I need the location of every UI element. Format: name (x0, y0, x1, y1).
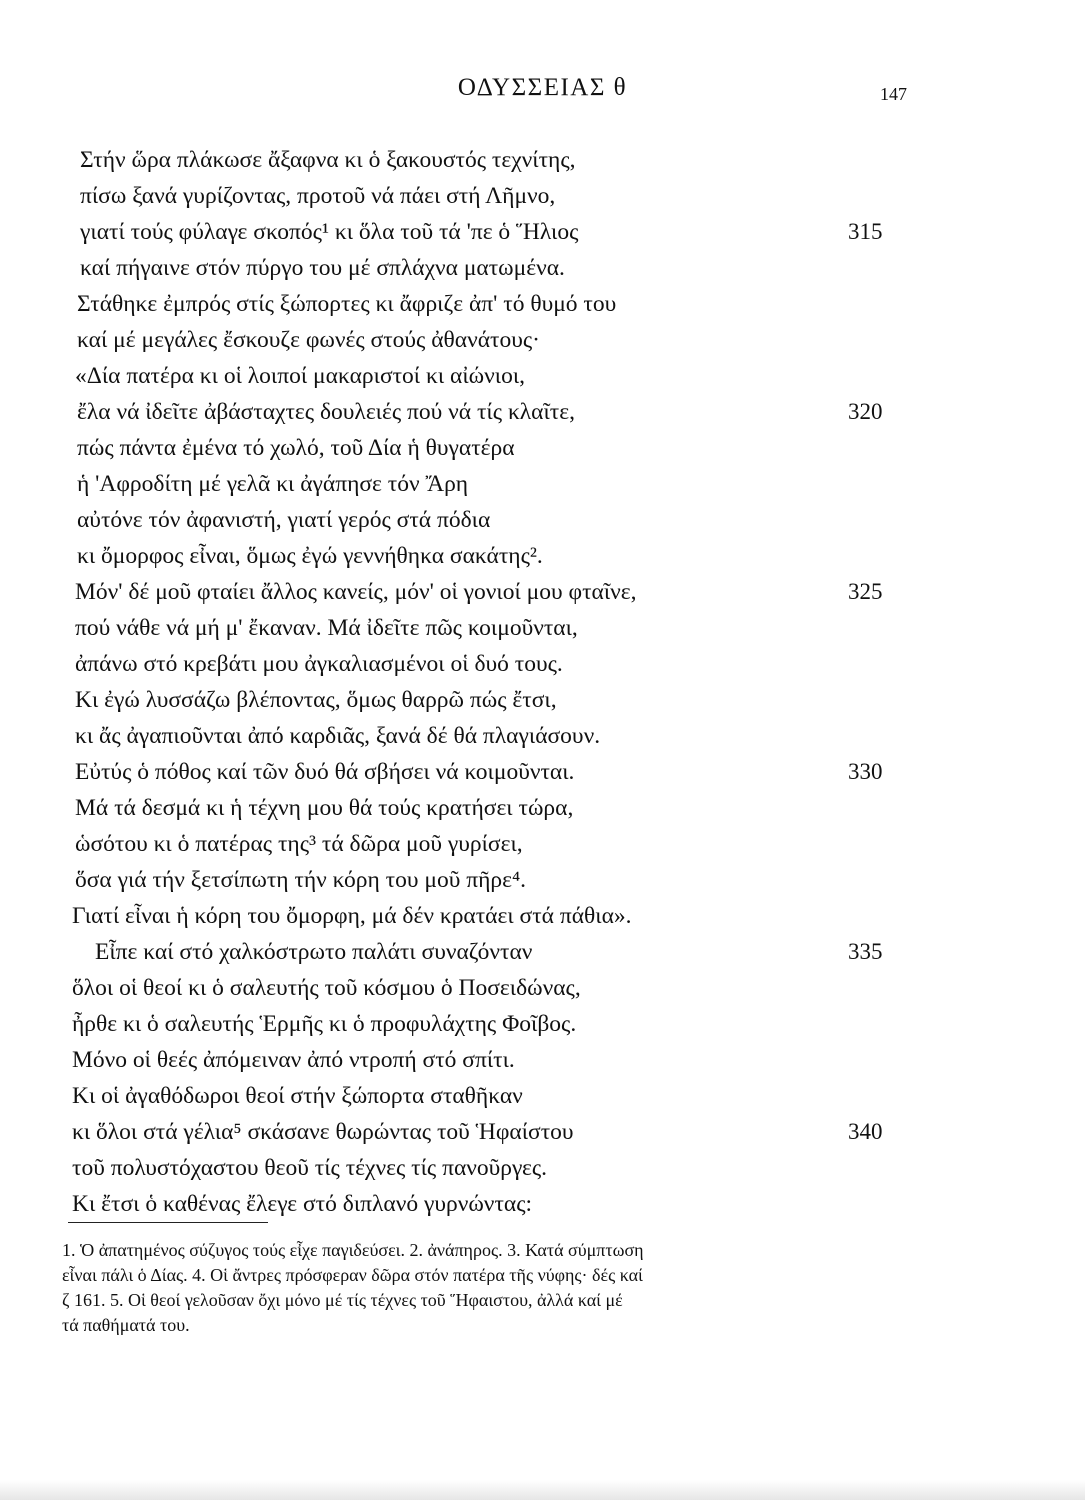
verse-line (0, 394, 1085, 430)
verse-text: Στάθηκε ἐμπρός στίς ξώπορτες κι ἄφριζε ἀπ' τό θυμό του (77, 291, 617, 317)
verse-line (0, 826, 1085, 862)
line-number: 330 (848, 759, 883, 784)
verse-line (0, 178, 1085, 214)
verse-line (0, 790, 1085, 826)
verse-text: ἡ 'Αφροδίτη μέ γελᾶ κι ἀγάπησε τόν Ἄρη (77, 471, 469, 497)
verse-line (0, 358, 1085, 394)
verse-line (0, 898, 1085, 934)
line-number: 325 (848, 579, 883, 604)
verse-line (0, 754, 1085, 790)
footnote-divider (68, 1222, 268, 1223)
verse-text: πίσω ξανά γυρίζοντας, προτοῦ νά πάει στή Λῆμνο, (80, 183, 556, 209)
page-header (0, 74, 1085, 118)
verse-line (0, 286, 1085, 322)
verse-line (0, 538, 1085, 574)
verse-text: ἀπάνω στό κρεβάτι μου ἀγκαλιασμένοι οἱ δυό τους. (75, 651, 563, 677)
verse-line (0, 1078, 1085, 1114)
footnote-line: 1. Ὁ ἀπατημένος σύζυγος τούς εἶχε παγιδεύσει. 2. ἀνάπηρος. 3. Κατά σύμπτωση (62, 1240, 644, 1260)
verse-text: Στήν ὥρα πλάκωσε ἄξαφνα κι ὁ ξακουστός τεχνίτης, (80, 147, 576, 173)
verse-text: κι ὅλοι στά γέλια⁵ σκάσανε θωρώντας τοῦ Ἡφαίστου (72, 1119, 574, 1145)
verse-line (0, 430, 1085, 466)
verse-line (0, 934, 1085, 970)
verse-text: Μά τά δεσμά κι ἡ τέχνη μου θά τούς κρατήσει τώρα, (75, 795, 574, 821)
verse-line (0, 574, 1085, 610)
verse-line (0, 322, 1085, 358)
verse-text: ὅσα γιά τήν ξετσίπωτη τήν κόρη του μοῦ πῆρε⁴. (75, 867, 527, 893)
verse-text: Κι ἐγώ λυσσάζω βλέποντας, ὅμως θαρρῶ πώς ἔτσι, (75, 687, 557, 713)
verse-line (0, 718, 1085, 754)
verse-text: Μόνο οἱ θεές ἀπόμειναν ἀπό ντροπή στό σπίτι. (72, 1047, 515, 1073)
verse-line (0, 1042, 1085, 1078)
verse-line (0, 142, 1085, 178)
verse-line (0, 646, 1085, 682)
poem-body (0, 142, 1085, 1222)
line-number: 340 (848, 1119, 883, 1144)
verse-text: ὡσότου κι ὁ πατέρας της³ τά δῶρα μοῦ γυρίσει, (75, 831, 523, 857)
verse-text: Γιατί εἶναι ἡ κόρη του ὄμορφη, μά δέν κρατάει στά πάθια». (72, 903, 632, 929)
line-number: 315 (848, 219, 883, 244)
page-bottom-edge (0, 1480, 1085, 1500)
verse-line (0, 250, 1085, 286)
verse-text: Εὐτύς ὁ πόθος καί τῶν δυό θά σβήσει νά κοιμοῦνται. (75, 759, 575, 785)
verse-line (0, 970, 1085, 1006)
verse-line (0, 502, 1085, 538)
page-number: 147 (880, 84, 907, 104)
verse-line (0, 610, 1085, 646)
verse-text: καί πήγαινε στόν πύργο του μέ σπλάχνα ματωμένα. (80, 255, 565, 281)
verse-text: γιατί τούς φύλαγε σκοπός¹ κι ὅλα τοῦ τά 'πε ὁ Ἥλιος (80, 219, 579, 245)
verse-text: ἔλα νά ἰδεῖτε ἀβάσταχτες δουλειές πού νά τίς κλαῖτε, (77, 399, 575, 425)
verse-line (0, 1186, 1085, 1222)
verse-text: Εἶπε καί στό χαλκόστρωτο παλάτι συναζόνταν (95, 939, 533, 965)
running-title: ΟΔΥΣΣΕΙΑΣ θ (457, 74, 628, 101)
line-number: 320 (848, 399, 883, 424)
verse-text: Κι ἔτσι ὁ καθένας ἔλεγε στό διπλανό γυρνώντας: (72, 1191, 533, 1217)
verse-text: τοῦ πολυστόχαστου θεοῦ τίς τέχνες τίς πανοῦργες. (72, 1155, 548, 1181)
verse-text: αὐτόνε τόν ἀφανιστή, γιατί γερός στά πόδια (77, 507, 491, 533)
verse-text: καί μέ μεγάλες ἔσκουζε φωνές στούς ἀθανάτους· (77, 327, 540, 353)
verse-text: ὅλοι οἱ θεοί κι ὁ σαλευτής τοῦ κόσμου ὁ Ποσειδώνας, (72, 975, 581, 1001)
verse-text: πώς πάντα ἐμένα τό χωλό, τοῦ Δία ἡ θυγατέρα (77, 435, 515, 461)
verse-text: Κι οἱ ἀγαθόδωροι θεοί στήν ξώπορτα σταθῆκαν (72, 1083, 523, 1109)
verse-line (0, 1150, 1085, 1186)
verse-text: πού νάθε νά μή μ' ἔκαναν. Μά ἰδεῖτε πῶς κοιμοῦνται, (75, 615, 578, 641)
verse-line (0, 1114, 1085, 1150)
verse-text: κι ὄμορφος εἶναι, ὅμως ἐγώ γεννήθηκα σακάτης². (77, 543, 543, 569)
line-number: 335 (848, 939, 883, 964)
footnote-line: ζ 161. 5. Οἱ θεοί γελοῦσαν ὄχι μόνο μέ τίς τέχνες τοῦ Ἥφαιστου, ἀλλά καί μέ (62, 1290, 623, 1310)
footnote-line: εἶναι πάλι ὁ Δίας. 4. Οἱ ἄντρες πρόσφεραν δῶρα στόν πατέρα τῆς νύφης· δές καί (62, 1265, 643, 1285)
verse-line (0, 214, 1085, 250)
verse-text: κι ἄς ἀγαπιοῦνται ἀπό καρδιᾶς, ξανά δέ θά πλαγιάσουν. (75, 723, 601, 749)
verse-text: ἦρθε κι ὁ σαλευτής Ἑρμῆς κι ὁ προφυλάχτης Φοῖβος. (72, 1011, 577, 1037)
footnotes (62, 1238, 912, 1338)
verse-text: «Δία πατέρα κι οἱ λοιποί μακαριστοί κι αἰώνιοι, (75, 363, 526, 389)
verse-text: Μόν' δέ μοῦ φταίει ἄλλος κανείς, μόν' οἱ γονιοί μου φταῖνε, (75, 579, 637, 605)
verse-line (0, 682, 1085, 718)
footnote-line: τά παθήματά του. (62, 1315, 190, 1335)
verse-line (0, 862, 1085, 898)
verse-line (0, 466, 1085, 502)
verse-line (0, 1006, 1085, 1042)
